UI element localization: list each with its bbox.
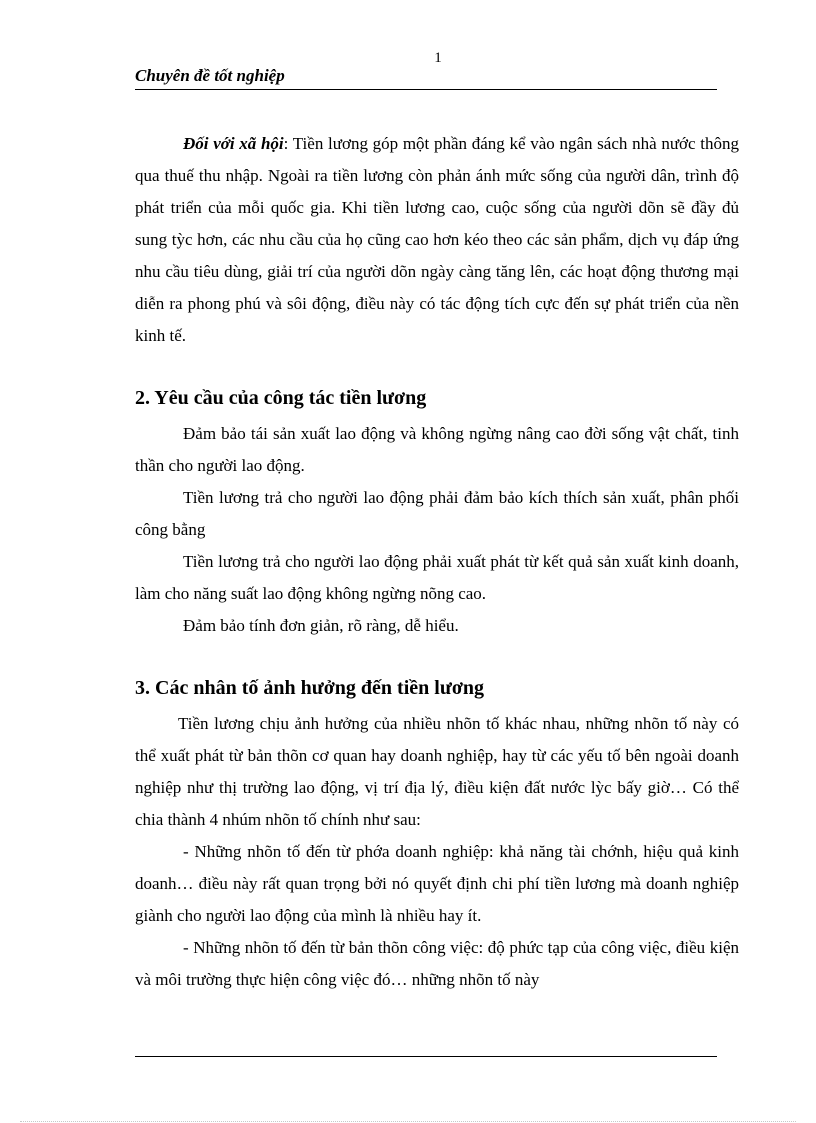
intro-lead: Đối với xã hội <box>183 134 284 153</box>
section-2-heading: 2. Yêu cầu của công tác tiền lương <box>135 387 427 409</box>
section-3-paragraph: Tiền lương chịu ảnh hưởng của nhiều nhõn tố khác nhau, những nhõn tố này có thể xuất phát từ bản thõn cơ quan hay doanh nghiệp, hay từ các yếu tố bên ngoài doanh nghiệp như thị trường lao động, vị trí địa lý, điều kiện đất nước lỳc bấy giờ… Có thể chia thành 4 nhúm nhõn tố chính như sau: <box>135 714 739 829</box>
intro-text: : Tiền lương góp một phần đáng kể vào ngân sách nhà nước thông qua thuế thu nhập. Ngoài ra tiền lương còn phản ánh mức sống của người dân, trình độ phát triển của mỗi quốc gia. Khi tiền lương cao, cuộc sống của người dõn sẽ đầy đủ sung tỳc hơn, các nhu cầu của họ cũng cao hơn kéo theo các sản phẩm, dịch vụ đáp ứng nhu cầu tiêu dùng, giải trí của người dõn ngày càng tăng lên, các hoạt động thương mại diễn ra phong phú và sôi động, điều này có tác động tích cực đến sự phát triển của nền kinh tế. <box>135 134 739 345</box>
page-edge-dotted-line <box>20 1121 796 1122</box>
page-number: 1 <box>434 50 442 66</box>
intro-paragraph <box>135 128 739 352</box>
header-title: Chuyên đề tốt nghiệp <box>135 66 285 85</box>
header-rule <box>135 89 717 90</box>
section-2-paragraph: Đảm bảo tính đơn giản, rõ ràng, dễ hiểu. <box>183 616 459 635</box>
section-2-paragraph: Tiền lương trả cho người lao động phải đảm bảo kích thích sản xuất, phân phối công bằng <box>135 488 739 539</box>
section-3-heading: 3. Các nhân tố ảnh hưởng đến tiền lương <box>135 677 485 699</box>
section-3-list-item: - Những nhõn tố đến từ bản thõn công việc: độ phức tạp của công việc, điều kiện và môi trường thực hiện công việc đó… những nhõn tố này <box>135 938 739 989</box>
section-2-paragraph: Đảm bảo tái sản xuất lao động và không ngừng nâng cao đời sống vật chất, tinh thần cho người lao động. <box>135 424 739 475</box>
document-body <box>135 128 739 996</box>
footer-rule <box>135 1056 717 1057</box>
section-2-paragraph: Tiền lương trả cho người lao động phải xuất phát từ kết quả sản xuất kinh doanh, làm cho năng suất lao động không ngừng nõng cao. <box>135 552 739 603</box>
section-3-list-item: - Những nhõn tố đến từ phớa doanh nghiệp: khả năng tài chớnh, hiệu quả kinh doanh… điều này rất quan trọng bởi nó quyết định chi phí tiền lương mà doanh nghiệp giành cho người lao động của mình là nhiều hay ít. <box>135 842 739 925</box>
